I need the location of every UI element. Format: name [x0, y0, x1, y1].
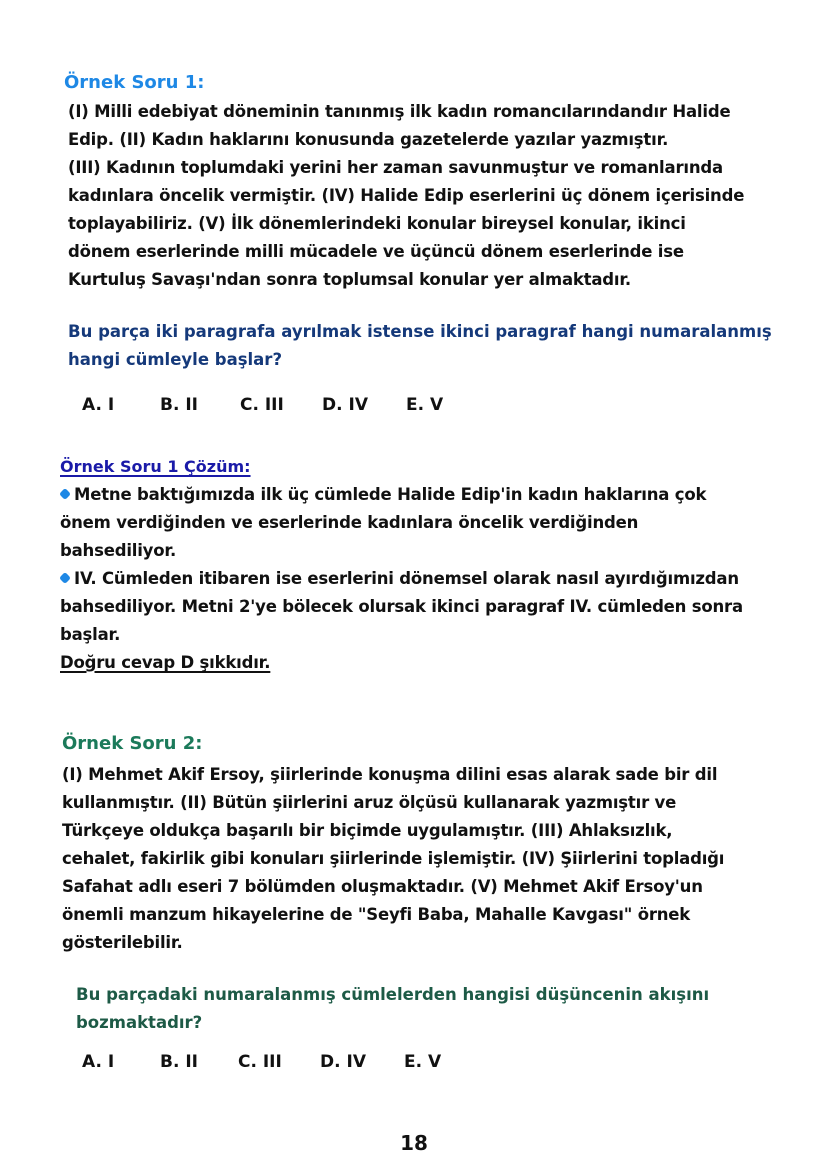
q1-option-b: B. II — [160, 395, 198, 415]
q1-line: dönem eserlerinde milli mücadele ve üçüncü dönem eserlerinde ise — [68, 242, 684, 261]
solution-paragraph — [60, 481, 743, 677]
q2-line: önemli manzum hikayelerine de "Seyfi Baba, Mahalle Kavgası" örnek — [62, 905, 691, 924]
q1-line: toplayabiliriz. (V) İlk dönemlerindeki konular bireysel konular, ikinci — [68, 214, 686, 233]
q1-line: (I) Milli edebiyat döneminin tanınmış ilk kadın romancılarındandır Halide — [68, 102, 731, 121]
q2-option-e: E. V — [404, 1052, 442, 1072]
q2-line: Türkçeye oldukça başarılı bir biçimde uygulamıştır. (III) Ahlaksızlık, — [62, 821, 673, 840]
q1-question-line: Bu parça iki paragrafa ayrılmak istense ikinci paragraf hangi numaralanmış — [68, 322, 772, 341]
q2-paragraph — [62, 761, 724, 957]
q1-line: kadınlara öncelik vermiştir. (IV) Halide Edip eserlerini üç dönem içerisinde — [68, 186, 745, 205]
solution-line — [60, 481, 743, 509]
q2-line: Safahat adlı eseri 7 bölümden oluşmaktadır. (V) Mehmet Akif Ersoy'un — [62, 877, 703, 896]
q1-line: (III) Kadının toplumdaki yerini her zaman savunmuştur ve romanlarında — [68, 158, 723, 177]
q2-title: Örnek Soru 2: — [62, 733, 203, 754]
page-number: 18 — [400, 1131, 428, 1155]
q2-option-b: B. II — [160, 1052, 198, 1072]
q1-title: Örnek Soru 1: — [64, 72, 205, 93]
solution-line: bahsediliyor. — [60, 541, 177, 560]
q1-question — [68, 318, 772, 374]
q1-option-c: C. III — [240, 395, 284, 415]
q2-question-line: Bu parçadaki numaralanmış cümlelerden hangisi düşüncenin akışını — [76, 985, 710, 1004]
q2-option-d: D. IV — [320, 1052, 366, 1072]
solution-title-text: Örnek Soru 1 Çözüm: — [60, 457, 251, 476]
solution-line: başlar. — [60, 625, 121, 644]
q2-question — [76, 981, 709, 1037]
q2-options — [82, 1052, 441, 1072]
q2-question-line: bozmaktadır? — [76, 1013, 203, 1032]
q2-line: kullanmıştır. (II) Bütün şiirlerini aruz ölçüsü kullanarak yazmıştır ve — [62, 793, 677, 812]
q2-line: (I) Mehmet Akif Ersoy, şiirlerinde konuşma dilini esas alarak sade bir dil — [62, 765, 718, 784]
solution-line-text: Metne baktığımızda ilk üç cümlede Halide Edip'in kadın haklarına çok — [74, 485, 707, 504]
q1-options — [82, 395, 443, 415]
solution-answer: Doğru cevap D şıkkıdır. — [60, 653, 271, 672]
q2-option-a: A. I — [82, 1052, 115, 1072]
q1-paragraph — [68, 98, 744, 294]
q1-line: Kurtuluş Savaşı'ndan sonra toplumsal konular yer almaktadır. — [68, 270, 631, 289]
q1-line: Edip. (II) Kadın haklarını konusunda gazetelerde yazılar yazmıştır. — [68, 130, 669, 149]
bullet-icon — [59, 572, 71, 584]
solution-line-text: IV. Cümleden itibaren ise eserlerini dönemsel olarak nasıl ayırdığımızdan — [74, 569, 739, 588]
q1-option-a: A. I — [82, 395, 115, 415]
solution-line: bahsediliyor. Metni 2'ye bölecek olursak ikinci paragraf IV. cümleden sonra — [60, 597, 743, 616]
q2-option-c: C. III — [238, 1052, 282, 1072]
q2-line: cehalet, fakirlik gibi konuları şiirlerinde işlemiştir. (IV) Şiirlerini topladığı — [62, 849, 725, 868]
solution-line: önem verdiğinden ve eserlerinde kadınlara öncelik verdiğinden — [60, 513, 639, 532]
q1-option-e: E. V — [406, 395, 444, 415]
solution-line — [60, 565, 743, 593]
q1-question-line: hangi cümleyle başlar? — [68, 350, 283, 369]
q1-option-d: D. IV — [322, 395, 368, 415]
bullet-icon — [59, 488, 71, 500]
q2-line: gösterilebilir. — [62, 933, 183, 952]
solution-title — [60, 457, 251, 476]
